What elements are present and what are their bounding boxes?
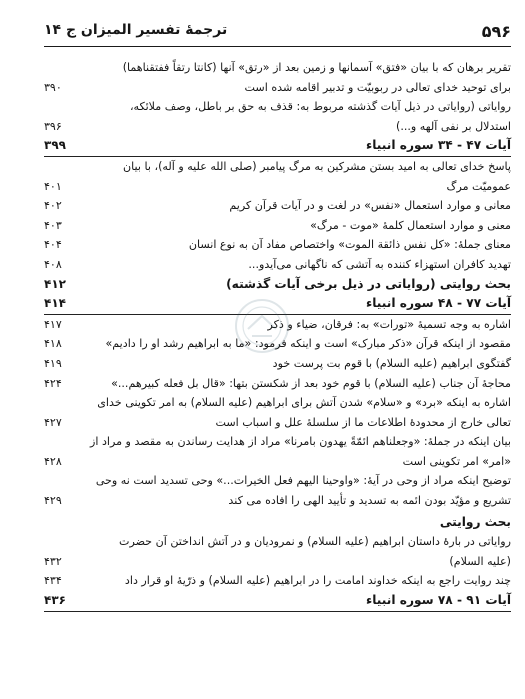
entry-page-number: ۴۲۹ [44, 494, 62, 508]
entry-page-number: ۴۰۲ [44, 199, 62, 213]
entry-text: بحث روایتی (روایاتی در ذیل برخی آیات گذشته) [226, 276, 511, 291]
toc-entry [44, 354, 511, 374]
section-heading [44, 513, 511, 533]
toc-entry [44, 413, 511, 433]
toc-entry [44, 235, 511, 255]
entry-text: آیات ۴۷ - ۳۴ سوره انبیاء [366, 138, 511, 153]
entry-text: استدلال بر نفی آلهه و...) [396, 119, 511, 133]
toc-entry [44, 432, 511, 452]
entry-text: چند روایت راجع به اینکه خداوند امامت را در ابراهیم (علیه السلام) و ذرّیهٔ او قرار داد [124, 574, 511, 588]
entry-text: «امر» امر تکوینی است [402, 454, 511, 468]
entry-page-number: ۴۳۲ [44, 554, 62, 568]
entry-page-number: ۳۹۶ [44, 119, 62, 133]
entry-text: عمومیّت مرگ [446, 179, 511, 193]
entry-text: گفتگوی ابراهیم (علیه السلام) با قوم بت پرست خود [272, 356, 511, 370]
entry-page-number: ۴۲۸ [44, 454, 62, 468]
entry-page-number: ۳۹۹ [44, 138, 66, 153]
entry-text: تهدید کافران استهزاء کننده به آتشی که ناگهانی می‌آیدو... [248, 257, 511, 271]
entry-text: معانی و موارد استعمال «نفس» در لغت و در آیات قرآن کریم [229, 199, 511, 213]
entry-text: تعالی خارج از محدودهٔ اطلاعات ما از سلسلهٔ علل و اسباب است [215, 415, 511, 429]
entry-text: آیات ۹۱ - ۷۸ سوره انبیاء [366, 593, 511, 608]
entry-page-number: ۴۳۶ [44, 593, 66, 608]
entry-text: محاجهٔ آن جناب (علیه السلام) با قوم خود بعد از شکستن بتها: «قال بل فعله کبیرهم...» [111, 376, 511, 390]
toc-entry [44, 255, 511, 275]
entry-page-number: ۴۱۴ [44, 296, 66, 311]
entry-page-number: ۴۱۲ [44, 276, 66, 291]
toc-entry [44, 196, 511, 216]
entry-text: معنای جملهٔ: «کل نفس ذائقة الموت» واختصاص مفاد آن به نوع انسان [188, 238, 511, 252]
section-heading [44, 591, 511, 612]
entry-page-number: ۴۱۸ [44, 337, 62, 351]
running-title: ترجمهٔ تفسیر المیزان ج ۱۴ [44, 22, 228, 38]
entry-text: معنی و موارد استعمال کلمهٔ «موت - مرگ» [310, 218, 511, 232]
entry-page-number: ۴۲۴ [44, 376, 62, 390]
toc-entry [44, 157, 511, 177]
entry-text: (علیه السلام) [449, 554, 511, 568]
toc-entry [44, 117, 511, 137]
entry-text: برای توحید خدای تعالی در ربوبیّت و تدبیر اقامه شده است [244, 80, 511, 94]
entry-text: مقصود از اینکه قرآن «ذکر مبارک» است و اینکه فرمود: «ما به ابراهیم رشد او را دادیم» [105, 337, 511, 351]
entry-page-number: ۴۳۴ [44, 574, 62, 588]
entry-text: روایاتی در بارهٔ داستان ابراهیم (علیه السلام) و نمرودیان و در آتش انداختن آن حضرت [119, 535, 511, 549]
entry-text: آیات ۷۷ - ۴۸ سوره انبیاء [366, 296, 511, 311]
page-header [44, 22, 511, 47]
entry-text: بیان اینکه در جملهٔ: «وجعلناهم ائمّةً یهدون بامرنا» مراد از هدایت رساندن به مقصد و مراد از [89, 435, 511, 449]
section-heading [44, 275, 511, 295]
toc-entry [44, 374, 511, 394]
entry-text: تشریع و مؤیّد بودن ائمه به تسدید و تأیید الهی را افاده می کند [228, 494, 511, 508]
toc-entry [44, 78, 511, 98]
toc-entry [44, 552, 511, 572]
entry-page-number: ۴۲۷ [44, 415, 62, 429]
entry-text: اشاره به وجه تسمیهٔ «تورات» به: فرقان، ضیاء و ذکر [267, 317, 511, 331]
toc-entry [44, 571, 511, 591]
entry-page-number: ۴۱۷ [44, 317, 62, 331]
entry-text: تقریر برهان که با بیان «فتق» آسمانها و زمین بعد از «رتق» آنها (کانتا رتقاً ففتقناهما) [122, 61, 511, 74]
toc-entry [44, 532, 511, 552]
toc-entry [44, 471, 511, 491]
toc-entry [44, 177, 511, 197]
entry-text: پاسخ خدای تعالی به امید بستن مشرکین به مرگ پیامبر (صلی الله علیه و آله)، با بیان [123, 159, 511, 173]
entry-page-number: ۴۰۸ [44, 257, 62, 271]
page-number: ۵۹۶ [481, 22, 511, 41]
entry-text: توضیح اینکه مراد از وحی در آیهٔ: «واوحینا الیهم فعل الخیرات...» وحی تسدید است نه وحی [95, 474, 511, 488]
toc-entry [44, 216, 511, 236]
toc-entry [44, 97, 511, 117]
toc-entry [44, 58, 511, 78]
entry-text: اشاره به اینکه «برد» و «سلام» شدن آتش برای ابراهیم (علیه السلام) به امر تکوینی خدای [97, 396, 511, 410]
entry-page-number: ۴۱۹ [44, 356, 62, 370]
library-watermark-icon [234, 298, 290, 354]
toc-entry [44, 491, 511, 511]
section-heading [44, 136, 511, 157]
entry-page-number: ۴۰۳ [44, 218, 62, 232]
entry-text: بحث روایتی [439, 514, 511, 529]
entry-page-number: ۴۰۴ [44, 238, 62, 252]
entry-page-number: ۳۹۰ [44, 80, 62, 94]
entry-page-number: ۴۰۱ [44, 179, 62, 193]
toc-entry [44, 393, 511, 413]
toc-entry [44, 452, 511, 472]
entry-text: روایاتی (روایاتی در ذیل آیات گذشته مربوط به: قذف به حق بر باطل، وصف ملائکه، [129, 100, 511, 114]
